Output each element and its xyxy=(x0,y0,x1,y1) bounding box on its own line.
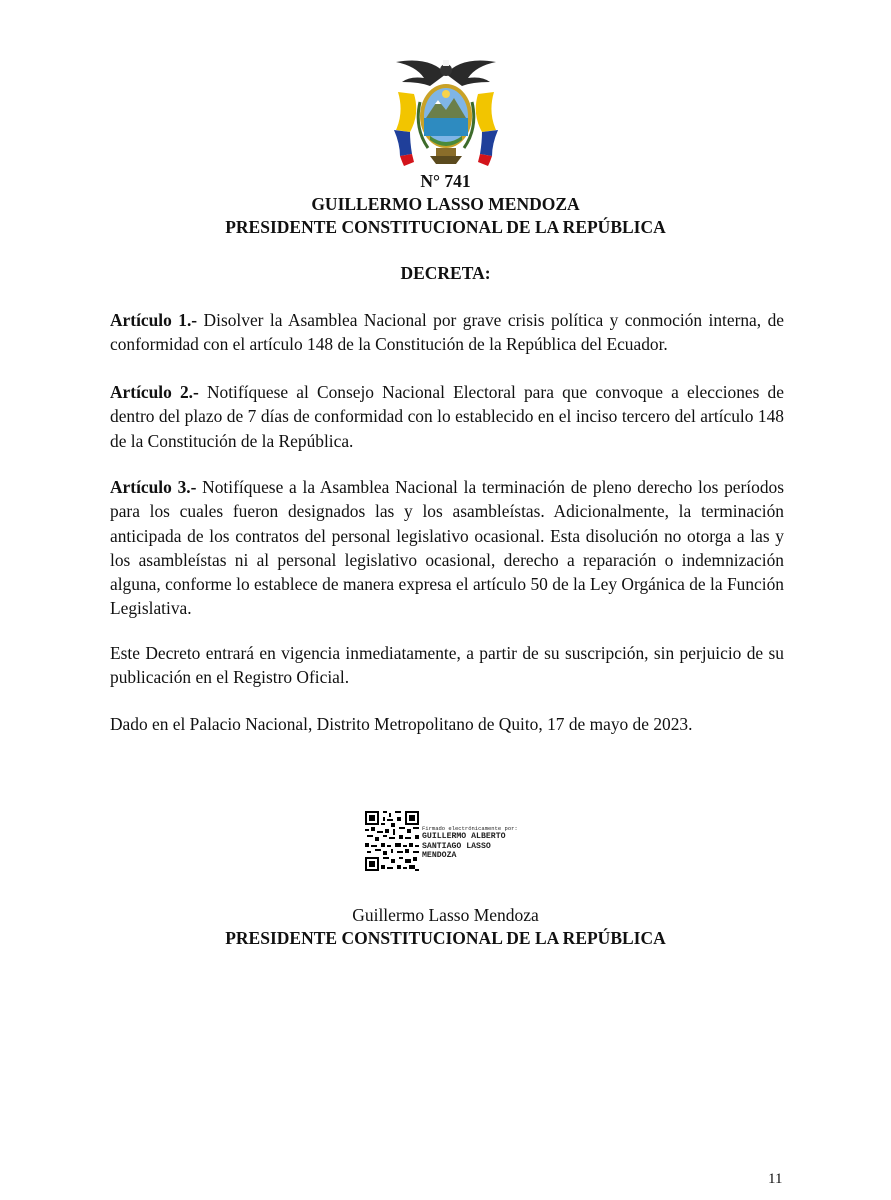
decreta-heading: DECRETA: xyxy=(400,263,491,283)
signatory-title: PRESIDENTE CONSTITUCIONAL DE LA REPÚBLICA xyxy=(225,928,666,948)
electronic-signature-stamp xyxy=(365,811,535,875)
article-2 xyxy=(110,380,784,453)
article-1 xyxy=(110,308,784,357)
article-label: Artículo 3.- xyxy=(110,477,197,497)
president-name: GUILLERMO LASSO MENDOZA xyxy=(311,194,580,214)
decree-number: N° 741 xyxy=(420,171,471,191)
article-label: Artículo 2.- xyxy=(110,382,199,402)
qr-code-icon xyxy=(365,811,419,871)
signature-name-line: SANTIAGO LASSO xyxy=(422,841,491,851)
signature-caption: Firmado electrónicamente por: xyxy=(422,825,518,832)
article-text: Notifíquese al Consejo Nacional Electoral para que convoque a elecciones de dentro del plazo de 7 días de conformidad con lo establecido en el inciso tercero del artículo 148 de la Constitución de la República. xyxy=(110,382,784,451)
article-text: Notifíquese a la Asamblea Nacional la terminación de pleno derecho los períodos para los cuales fueron designados las y los asambleístas. Adicionalmente, la terminación anticipada de los contratos del personal legislativo ocasional. Esta disolución no otorga a las y los asambleístas ni al personal legislativo ocasional, derecho a reparación o indemnización alguna, conforme lo establece de manera expresa el artículo 50 de la Ley Orgánica de la Función Legislativa. xyxy=(110,477,784,619)
ecuador-coat-of-arms-icon xyxy=(390,52,502,170)
president-title: PRESIDENTE CONSTITUCIONAL DE LA REPÚBLICA xyxy=(225,217,666,237)
article-text: Disolver la Asamblea Nacional por grave crisis política y conmoción interna, de conformidad con el artículo 148 de la Constitución de la República del Ecuador. xyxy=(110,310,784,355)
signature-name-line: MENDOZA xyxy=(422,851,457,860)
signature-stamp-text xyxy=(422,825,518,861)
signatory-name: Guillermo Lasso Mendoza xyxy=(352,905,539,925)
signature-name-line: GUILLERMO ALBERTO xyxy=(422,832,506,841)
vigencia-paragraph: Este Decreto entrará en vigencia inmediatamente, a partir de su suscripción, sin perjuicio de su publicación en el Registro Oficial. xyxy=(110,643,784,688)
dado-paragraph: Dado en el Palacio Nacional, Distrito Metropolitano de Quito, 17 de mayo de 2023. xyxy=(110,714,693,734)
article-3 xyxy=(110,475,784,621)
article-label: Artículo 1.- xyxy=(110,310,198,330)
page-number: 11 xyxy=(768,1171,783,1187)
